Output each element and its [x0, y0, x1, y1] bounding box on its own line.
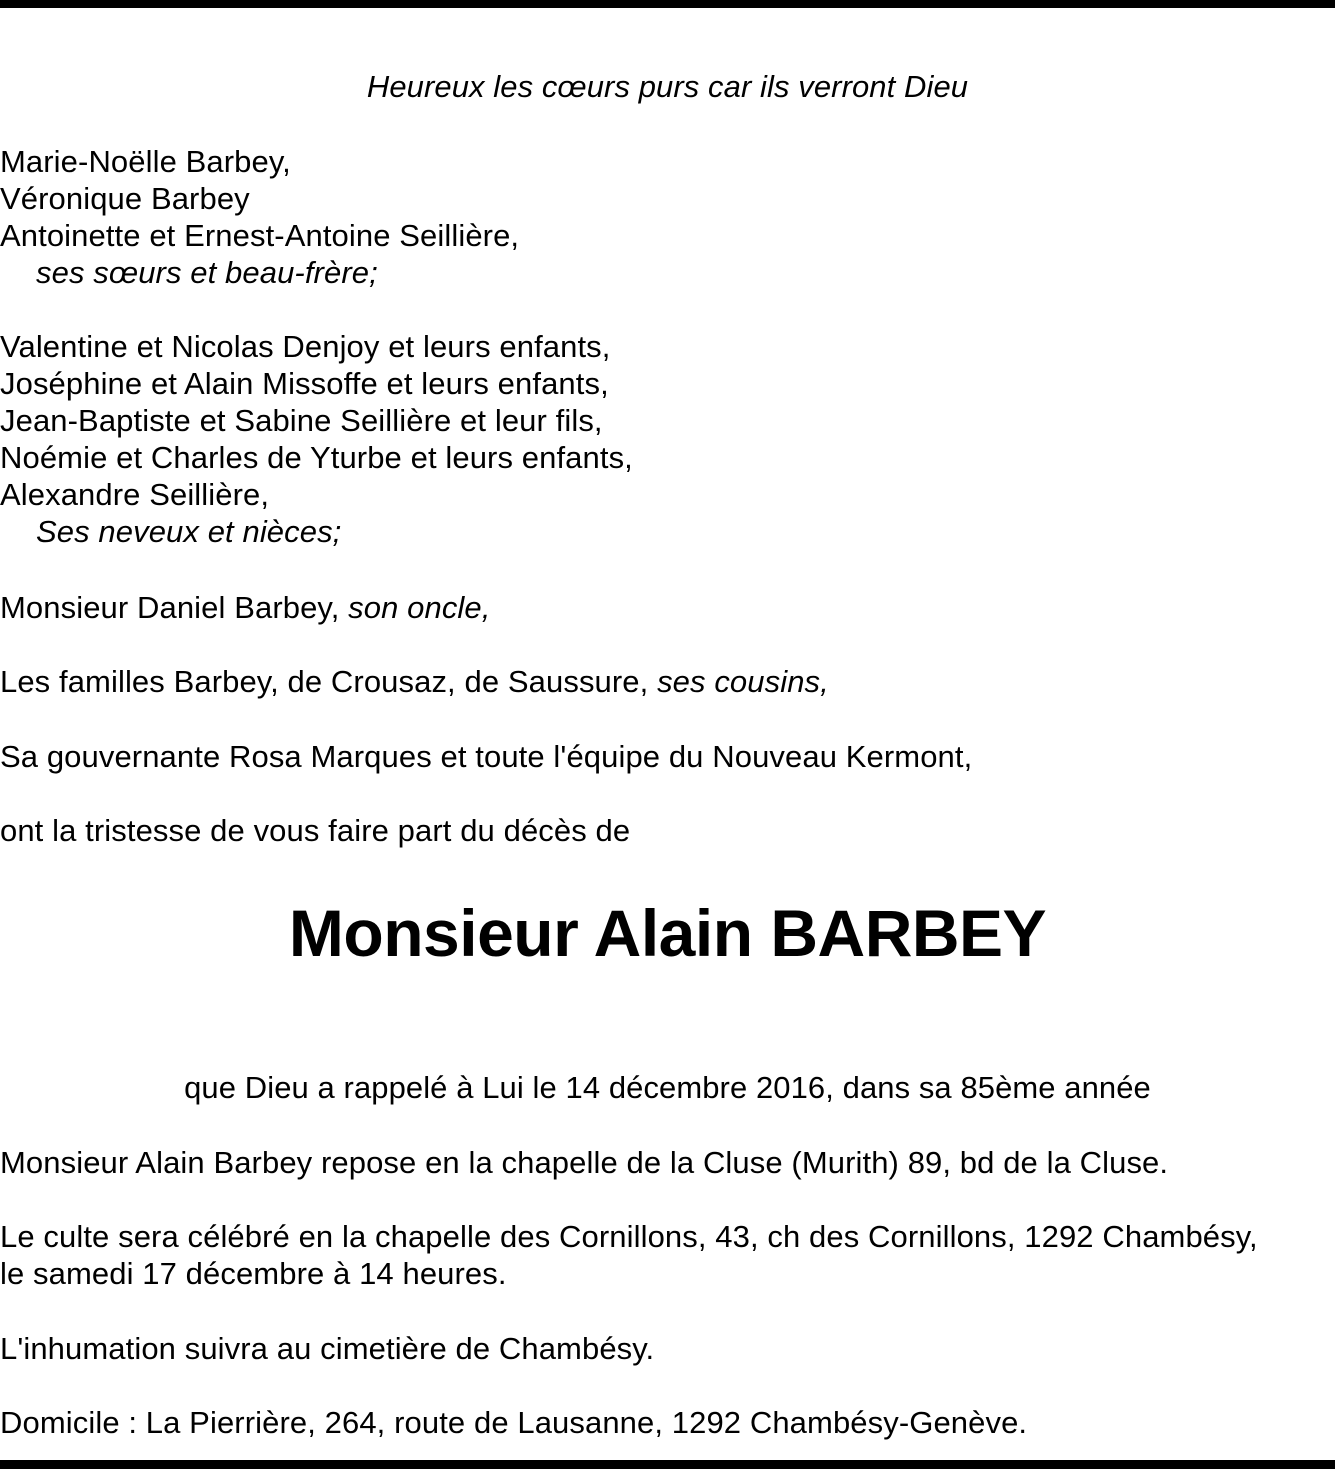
service-date-line: le samedi 17 décembre à 14 heures. — [0, 1256, 507, 1291]
family-line: Noémie et Charles de Yturbe et leurs enfants, — [0, 440, 633, 475]
cousins-line — [0, 663, 829, 700]
bottom-border-rule — [0, 1460, 1335, 1469]
repose-line: Monsieur Alain Barbey repose en la chapelle de la Cluse (Murith) 89, bd de la Cluse. — [0, 1145, 1169, 1180]
family-line: Véronique Barbey — [0, 181, 250, 216]
cousins-names: Les familles Barbey, de Crousaz, de Saussure, — [0, 664, 658, 699]
domicile-line: Domicile : La Pierrière, 264, route de Lausanne, 1292 Chambésy-Genève. — [0, 1405, 1028, 1440]
family-line: Alexandre Seillière, — [0, 477, 270, 512]
relation-label: ses cousins, — [657, 664, 829, 699]
relation-label: son oncle, — [348, 590, 491, 625]
relation-label: Ses neveux et nièces; — [36, 514, 342, 549]
family-line: Jean-Baptiste et Sabine Seillière et leur fils, — [0, 403, 603, 438]
family-line: Valentine et Nicolas Denjoy et leurs enfants, — [0, 329, 611, 364]
family-line: Marie-Noëlle Barbey, — [0, 144, 291, 179]
deceased-name: Monsieur Alain BARBEY — [288, 896, 1047, 970]
staff-line: Sa gouvernante Rosa Marques et toute l'équipe du Nouveau Kermont, — [0, 739, 973, 774]
burial-line: L'inhumation suivra au cimetière de Chambésy. — [0, 1331, 655, 1366]
top-border-rule — [0, 0, 1335, 8]
family-line: Joséphine et Alain Missoffe et leurs enfants, — [0, 366, 609, 401]
service-line: Le culte sera célébré en la chapelle des Cornillons, 43, ch des Cornillons, 1292 Chambésy, — [0, 1219, 1258, 1254]
passing-line: que Dieu a rappelé à Lui le 14 décembre 2016, dans sa 85ème année — [184, 1070, 1151, 1105]
uncle-line — [0, 589, 490, 626]
family-line: Antoinette et Ernest-Antoine Seillière, — [0, 218, 520, 253]
epigraph: Heureux les cœurs purs car ils verront Dieu — [366, 69, 969, 104]
relation-label: ses sœurs et beau-frère; — [36, 255, 378, 290]
announcement-line: ont la tristesse de vous faire part du décès de — [0, 813, 631, 848]
uncle-name: Monsieur Daniel Barbey, — [0, 590, 349, 625]
